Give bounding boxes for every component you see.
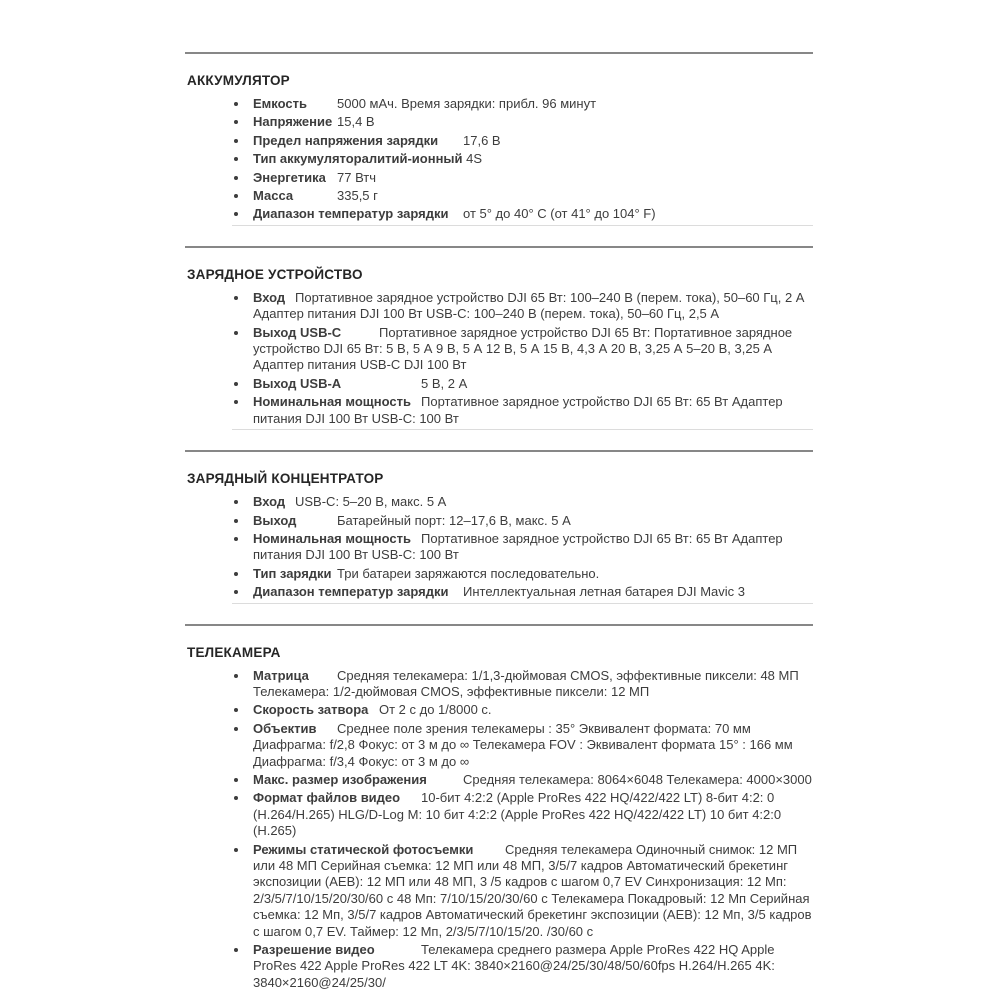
spec-value: 77 Втч xyxy=(325,169,377,185)
bullet-icon xyxy=(234,157,238,161)
section-charger xyxy=(185,246,813,430)
spec-label: Энергетика xyxy=(253,169,326,185)
spec-label: Номинальная мощность xyxy=(253,394,411,410)
spec-value: 335,5 г xyxy=(293,188,378,204)
spec-label: Режимы статической фотосъемки xyxy=(253,841,474,857)
section-title: ЗАРЯДНОЕ УСТРОЙСТВО xyxy=(187,266,363,282)
spec-value: Телекамера среднего размера Apple ProRes 422 HQ Apple ProRes 422 Apple ProRes 422 LT 4K: 3840×2160@24/25/30/48/50/60fps H.264/H.265 4K: 3840×2160@24/25/30/ xyxy=(253,942,779,990)
spec-label: Формат файлов видео xyxy=(253,790,401,806)
spec-label: Тип зарядки xyxy=(253,565,332,581)
spec-label: Разрешение видео xyxy=(253,942,375,958)
spec-list xyxy=(185,494,813,600)
bullet-icon xyxy=(234,382,238,386)
spec-value: 5000 мАч. Время зарядки: прибл. 96 минут xyxy=(306,96,597,111)
spec-label: Выход xyxy=(253,512,297,528)
spec-value: 10-бит 4:2:2 (Apple ProRes 422 HQ/422/422 LT) 8-бит 4:2: 0 (H.264/H.265) HLG/D-Log M: 10 бит 4:2:2 (Apple ProRes 422 HQ/422/422 LT) 10 бит 4:2:0 (H.265) xyxy=(253,790,785,839)
spec-item xyxy=(232,206,813,222)
spec-item xyxy=(232,170,813,186)
section-title: АККУМУЛЯТОР xyxy=(187,73,290,88)
spec-list xyxy=(185,290,813,427)
spec-item xyxy=(232,394,813,427)
spec-item xyxy=(232,133,813,149)
bullet-icon xyxy=(234,948,238,952)
section-end-rule xyxy=(232,225,813,226)
spec-value: Портативное зарядное устройство DJI 65 Вт: 65 Вт Адаптер питания DJI 100 Вт USB-C: 100 Вт xyxy=(253,530,787,563)
spec-value: Средняя телекамера Одиночный снимок: 12 МП или 48 МП Серийная съемка: 12 МП или 48 МП, 3/5/7 кадров Автоматический брекетинг экспозиции (AEB): 12 МП или 48 МП, 3 /5 кадров с шагом 0,7 EV Синхронизация: 12 Мп: 2/3/5/7/10/15/20/30/60 с 48 Мп: 7/10/15/20/30/60 с Телекамера Покадровый: 12 Мп Серийная съемка: 12 Мп, 3/5/7 кадров Автоматический брекетинг экспозиции (AEB): 12 Мп, 3/5 кадров с шагом 0,7 EV. Таймер: 12 Мп, 2/3/5/7/10/15/20. /30/60 с xyxy=(253,841,816,939)
bullet-icon xyxy=(234,708,238,712)
bullet-icon xyxy=(234,296,238,300)
spec-label: Емкость xyxy=(253,96,307,111)
spec-value: 5 В, 2 А xyxy=(341,375,468,391)
bullet-icon xyxy=(234,674,238,678)
spec-value: Портативное зарядное устройство DJI 65 Вт: Портативное зарядное устройство DJI 65 Вт: 5 В, 5 А 9 В, 5 А 12 В, 5 А 15 В, 4,3 А 20 В, 3,25 А 5–20 В, 3,25 А Адаптер питания USB-C DJI 100 Вт xyxy=(253,324,796,373)
spec-label: Номинальная мощность xyxy=(253,530,411,546)
section-title: ЗАРЯДНЫЙ КОНЦЕНТРАТОР xyxy=(187,471,384,487)
spec-item xyxy=(232,721,813,770)
bullet-icon xyxy=(234,212,238,216)
spec-label: Вход xyxy=(253,494,286,510)
spec-item xyxy=(232,772,813,788)
spec-value: 4S xyxy=(462,151,483,167)
spec-item xyxy=(232,290,813,323)
spec-item xyxy=(232,790,813,839)
bullet-icon xyxy=(234,194,238,198)
spec-value: 15,4 В xyxy=(332,114,375,130)
bullet-icon xyxy=(234,331,238,335)
bullet-icon xyxy=(234,796,238,800)
spec-value: Среднее поле зрения телекамеры : 35° Эквивалент формата: 70 мм Диафрагма: f/2,8 Фокус: от 3 м до ∞ Телекамера FOV : Эквивалент формата 15° : 166 мм Диафрагма: f/3,4 Фокус: от 3 м до ∞ xyxy=(253,720,797,769)
bullet-icon xyxy=(234,590,238,594)
spec-item xyxy=(232,96,813,112)
section-battery xyxy=(185,52,813,226)
section-divider xyxy=(185,624,813,626)
spec-item xyxy=(232,566,813,582)
spec-value: Средняя телекамера: 1/1,3-дюймовая CMOS, эффективные пиксели: 48 МП Телекамера: 1/2-дюймовая CMOS, эффективные пиксели: 12 МП xyxy=(253,667,803,699)
section-charging-hub xyxy=(185,450,813,603)
spec-label: Напряжение xyxy=(253,114,333,130)
spec-value: Средняя телекамера: 8064×6048 Телекамера: 4000×3000 xyxy=(426,771,812,787)
bullet-icon xyxy=(234,848,238,852)
section-divider xyxy=(185,52,813,54)
spec-item xyxy=(232,188,813,204)
spec-label: Макс. размер изображения xyxy=(253,771,427,787)
spec-list xyxy=(185,667,816,992)
spec-value: От 2 с до 1/8000 с. xyxy=(368,702,492,718)
spec-item xyxy=(232,702,813,718)
spec-item xyxy=(232,114,813,130)
section-end-rule xyxy=(232,429,813,430)
bullet-icon xyxy=(234,176,238,180)
spec-label: Предел напряжения зарядки xyxy=(253,132,439,148)
spec-label: Диапазон температур зарядки xyxy=(253,584,449,600)
bullet-icon xyxy=(234,102,238,106)
spec-value: Портативное зарядное устройство DJI 65 Вт: 100–240 В (перем. тока), 50–60 Гц, 2 А Адаптер питания DJI 100 Вт USB-C: 100–240 В (перем. тока), 50–60 Гц, 2,5 А xyxy=(253,289,809,322)
spec-item xyxy=(232,531,813,564)
spec-item xyxy=(232,494,813,510)
bullet-icon xyxy=(234,500,238,504)
spec-item xyxy=(232,668,813,701)
spec-label: Вход xyxy=(253,289,286,305)
bullet-icon xyxy=(234,572,238,576)
spec-label: Масса xyxy=(253,188,294,204)
bullet-icon xyxy=(234,139,238,143)
spec-label: Выход USB-A xyxy=(253,375,342,391)
spec-item xyxy=(232,841,816,940)
bullet-icon xyxy=(234,537,238,541)
section-title: ТЕЛЕКАМЕРА xyxy=(187,644,281,660)
bullet-icon xyxy=(234,778,238,782)
bullet-icon xyxy=(234,400,238,404)
section-end-rule xyxy=(232,603,813,604)
spec-value: от 5° до 40° C (от 41° до 104° F) xyxy=(448,206,656,222)
bullet-icon xyxy=(234,519,238,523)
spec-value: USB-C: 5–20 В, макс. 5 А xyxy=(285,494,447,510)
spec-value: 17,6 В xyxy=(438,132,501,148)
spec-list xyxy=(185,96,813,223)
spec-item xyxy=(232,325,813,374)
spec-label: Выход USB-C xyxy=(253,324,342,340)
section-divider xyxy=(185,450,813,452)
spec-label: Матрица xyxy=(253,667,309,683)
bullet-icon xyxy=(234,120,238,124)
spec-value: Портативное зарядное устройство DJI 65 Вт: 65 Вт Адаптер питания DJI 100 Вт USB-C: 100 Вт xyxy=(253,394,787,426)
bullet-icon xyxy=(234,727,238,731)
spec-value: Интеллектуальная летная батарея DJI Mavic 3 xyxy=(448,584,746,600)
spec-label: Тип аккумуляторалитий-ионный xyxy=(253,151,463,167)
spec-value: Три батареи заряжаются последовательно. xyxy=(331,565,600,581)
spec-item xyxy=(232,151,813,167)
section-divider xyxy=(185,246,813,248)
spec-item xyxy=(232,584,813,600)
spec-item xyxy=(232,942,813,991)
spec-value: Батарейный порт: 12–17,6 В, макс. 5 А xyxy=(296,512,571,528)
spec-item xyxy=(232,376,813,392)
spec-label: Объектив xyxy=(253,720,317,736)
spec-item xyxy=(232,513,813,529)
spec-label: Диапазон температур зарядки xyxy=(253,206,449,222)
section-tele-camera xyxy=(185,624,816,992)
spec-label: Скорость затвора xyxy=(253,702,369,718)
spec-document-page xyxy=(185,52,816,993)
